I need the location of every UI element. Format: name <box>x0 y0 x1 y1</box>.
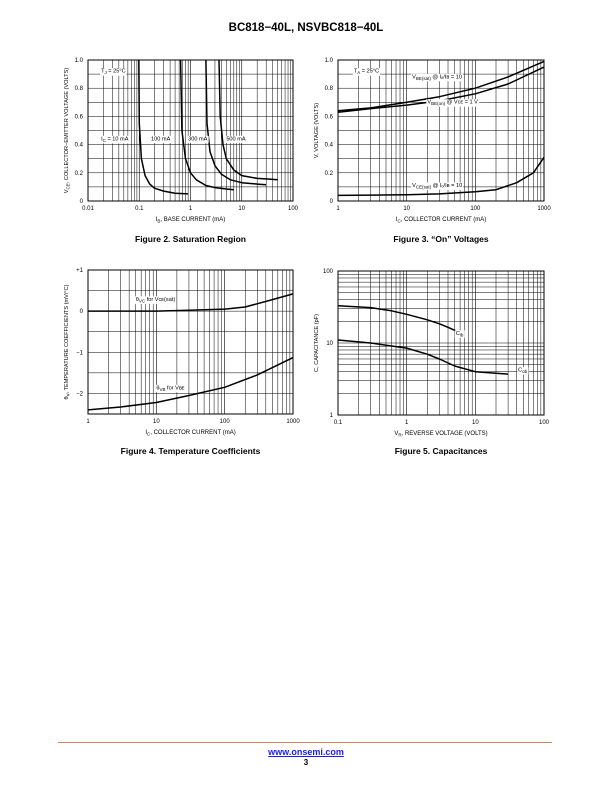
annotation-label: $C_{ib}$ <box>455 330 464 338</box>
x-axis-title: $V_R$, REVERSE VOLTAGE (VOLTS) <box>394 431 488 438</box>
x-tick-label: 0.1 <box>135 206 144 212</box>
y-axis-title: $V_{CE}$, COLLECTOR−EMITTER VOLTAGE (VOLTS) <box>64 67 71 194</box>
x-axis-title: $I_C$, COLLECTOR CURRENT (mA) <box>395 217 487 224</box>
y-tick-label: 1 <box>329 413 333 419</box>
annotation-label: $V_{BE(sat)}$ @ Iₒ/Iʙ = 10 <box>412 74 462 81</box>
chart-fig3 <box>314 58 551 224</box>
y-tick-label: 0.6 <box>324 114 333 121</box>
x-tick-label: 1000 <box>286 419 300 425</box>
chart-fig5 <box>314 269 550 438</box>
y-tick-label: 0.4 <box>74 142 83 149</box>
y-tick-label: 100 <box>322 269 333 275</box>
annotation-label: $T_A = 25^\circ C$ <box>353 68 380 76</box>
caption-fig2: Figure 2. Saturation Region <box>135 234 246 244</box>
x-tick-label: 100 <box>287 206 299 212</box>
x-tick-label: 0.1 <box>333 420 343 426</box>
x-tick-label: 10 <box>403 206 411 212</box>
x-tick-label: 10 <box>152 419 160 425</box>
y-tick-label: 1.0 <box>324 58 333 64</box>
x-tick-label: 100 <box>219 419 230 425</box>
x-axis-title: $I_B$, BASE CURRENT (mA) <box>155 217 226 224</box>
series-line <box>338 306 460 334</box>
x-tick-label: 100 <box>470 206 481 212</box>
annotation-label: $\theta_{VC}$ for Vᴄᴇ(sat) <box>135 296 176 304</box>
annotation-label: $C_{ob}$ <box>518 367 528 375</box>
annotation-label: 300 mA <box>188 136 208 143</box>
annotation-label: $\theta_{VB}$ for Vʙᴇ <box>156 385 185 392</box>
caption-fig5: Figure 5. Capacitances <box>394 446 488 456</box>
annotation-label: $V_{CE(sat)}$ @ Iₒ/Iʙ = 10 <box>412 182 463 190</box>
x-tick-label: 1000 <box>537 206 551 212</box>
y-tick-label: 0 <box>79 309 83 316</box>
x-axis-title: $I_C$, COLLECTOR CURRENT (mA) <box>145 430 236 437</box>
x-tick-label: 1 <box>86 419 90 425</box>
annotation-label: 100 mA <box>151 136 171 143</box>
page-title: BC818−40L, NSVBC818−40L <box>228 22 384 34</box>
x-tick-label: 100 <box>538 420 550 426</box>
series-line <box>219 60 278 180</box>
caption-fig3: Figure 3. “On” Voltages <box>393 234 489 244</box>
series-line <box>88 294 293 311</box>
y-tick-label: 0.2 <box>324 170 333 177</box>
footer-divider <box>58 742 552 743</box>
y-axis-title: V, VOLTAGE (VOLTS) <box>314 102 320 159</box>
chart-fig4 <box>64 268 300 437</box>
annotation-label: 500 mA <box>226 136 246 143</box>
x-tick-label: 0.01 <box>82 206 94 212</box>
y-tick-label: +1 <box>76 268 83 274</box>
series-line <box>88 358 293 410</box>
footer-website-link[interactable]: www.onsemi.com <box>268 747 344 757</box>
y-tick-label: −2 <box>76 391 83 398</box>
y-axis-title: C, CAPACITANCE (pF) <box>314 314 320 372</box>
y-tick-label: 0.2 <box>74 170 83 177</box>
x-tick-label: 1 <box>188 206 193 212</box>
annotation-label: $T_J = 25^\circ C$ <box>101 68 126 76</box>
y-tick-label: 0 <box>329 199 333 205</box>
y-tick-label: 1.0 <box>74 58 83 64</box>
plot-frame <box>88 270 293 414</box>
annotation-label: $I_C = 10$ mA <box>101 136 129 143</box>
y-tick-label: −1 <box>76 350 83 357</box>
x-tick-label: 10 <box>238 206 246 212</box>
annotation-label: $V_{BE(on)}$ @ Vᴄᴇ = 1 V <box>427 99 478 107</box>
y-tick-label: 0 <box>79 199 83 205</box>
y-tick-label: 0.8 <box>324 86 333 93</box>
y-axis-title: $\theta_V$, TEMPERATURE COEFFICIENTS (mV/°C) <box>64 284 71 400</box>
x-tick-label: 1 <box>336 206 340 212</box>
x-tick-label: 1 <box>404 420 409 426</box>
x-tick-label: 10 <box>471 420 479 426</box>
series-line <box>338 340 508 374</box>
y-tick-label: 0.8 <box>74 86 83 93</box>
chart-fig2 <box>64 58 299 224</box>
page-number: 3 <box>303 758 309 767</box>
y-tick-label: 0.6 <box>74 114 83 121</box>
caption-fig4: Figure 4. Temperature Coefficients <box>120 446 261 456</box>
y-tick-label: 10 <box>326 341 333 347</box>
y-tick-label: 0.4 <box>324 142 333 149</box>
